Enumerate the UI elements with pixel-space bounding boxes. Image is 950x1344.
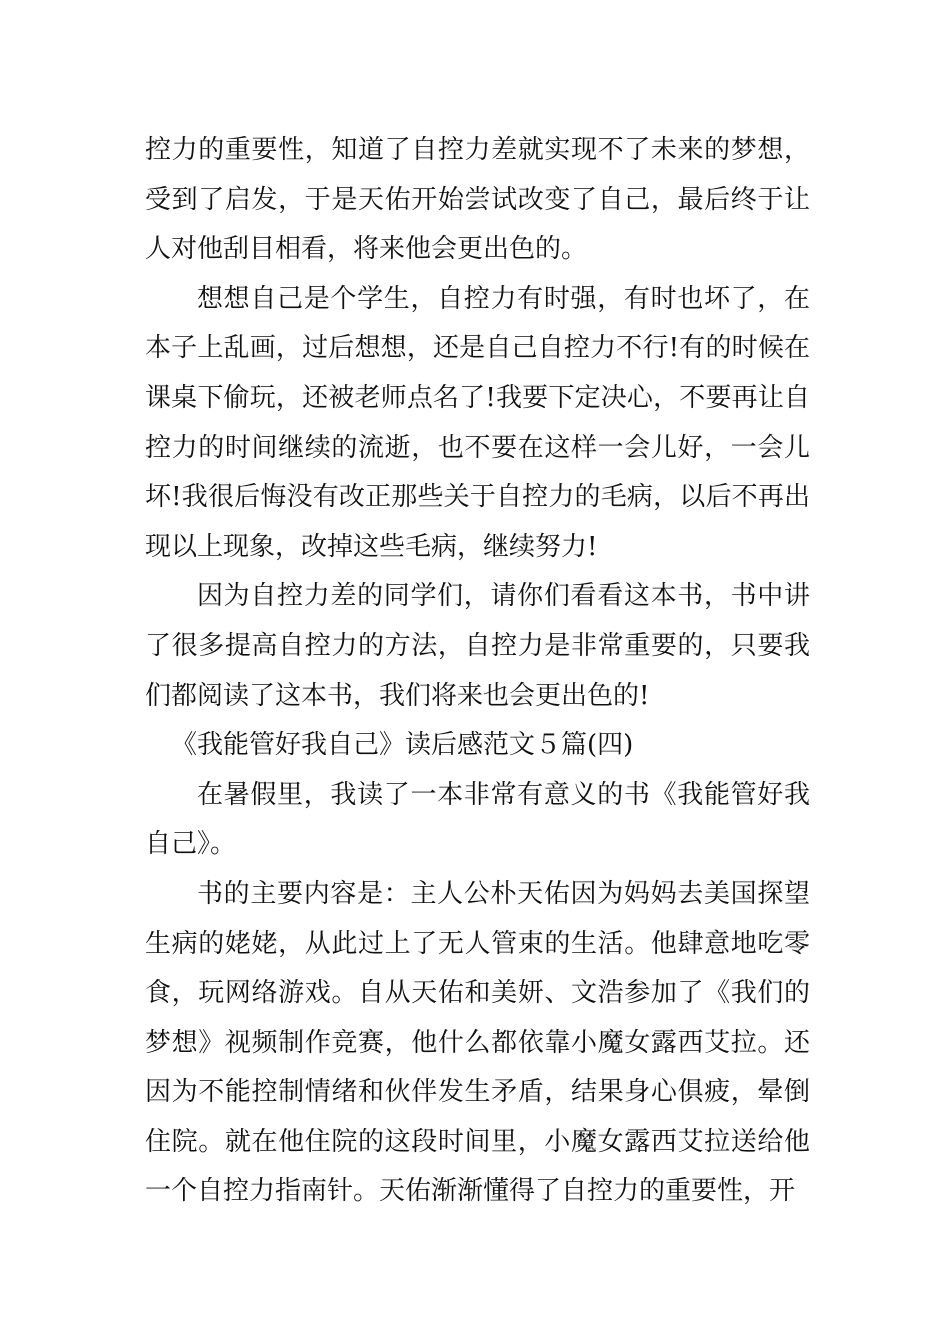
section-heading: 《我能管好我自己》读后感范文５篇(四) bbox=[171, 730, 634, 761]
paragraph-summary: 书的主要内容是：主人公朴天佑因为妈妈去美国探望生病的姥姥，从此过上了无人管束的生活。他肆意地吃零食，玩网络游戏。自从天佑和美妍、文浩参加了《我们的梦想》视频制作竞赛，他什么都依靠小魔女露西艾拉。还因为不能控制情绪和伙伴发生矛盾，结果身心俱疲，晕倒住院。就在他住院的这段时间里，小魔女露西艾拉送给他一个自控力指南针。天佑渐渐懂得了自控力的重要性，开 bbox=[145, 878, 810, 1207]
paragraph-intro: 在暑假里，我读了一本非常有意义的书《我能管好我自己》。 bbox=[145, 779, 810, 860]
paragraph-recommendation: 因为自控力差的同学们，请你们看看这本书，书中讲了很多提高自控力的方法，自控力是非常重要的，只要我们都阅读了这本书，我们将来也会更出色的! bbox=[145, 581, 810, 711]
paragraph-continuation: 控力的重要性，知道了自控力差就实现不了未来的梦想，受到了启发，于是天佑开始尝试改变了自己，最后终于让人对他刮目相看，将来他会更出色的。 bbox=[145, 135, 810, 265]
document-body bbox=[145, 126, 810, 1217]
paragraph-self-reflection: 想想自己是个学生，自控力有时强，有时也坏了，在本子上乱画，过后想想，还是自己自控力不行!有的时候在课桌下偷玩，还被老师点名了!我要下定决心，不要再让自控力的时间继续的流逝，也不要在这样一会儿好，一会儿坏!我很后悔没有改正那些关于自控力的毛病，以后不再出现以上现象，改掉这些毛病，继续努力! bbox=[145, 283, 810, 562]
